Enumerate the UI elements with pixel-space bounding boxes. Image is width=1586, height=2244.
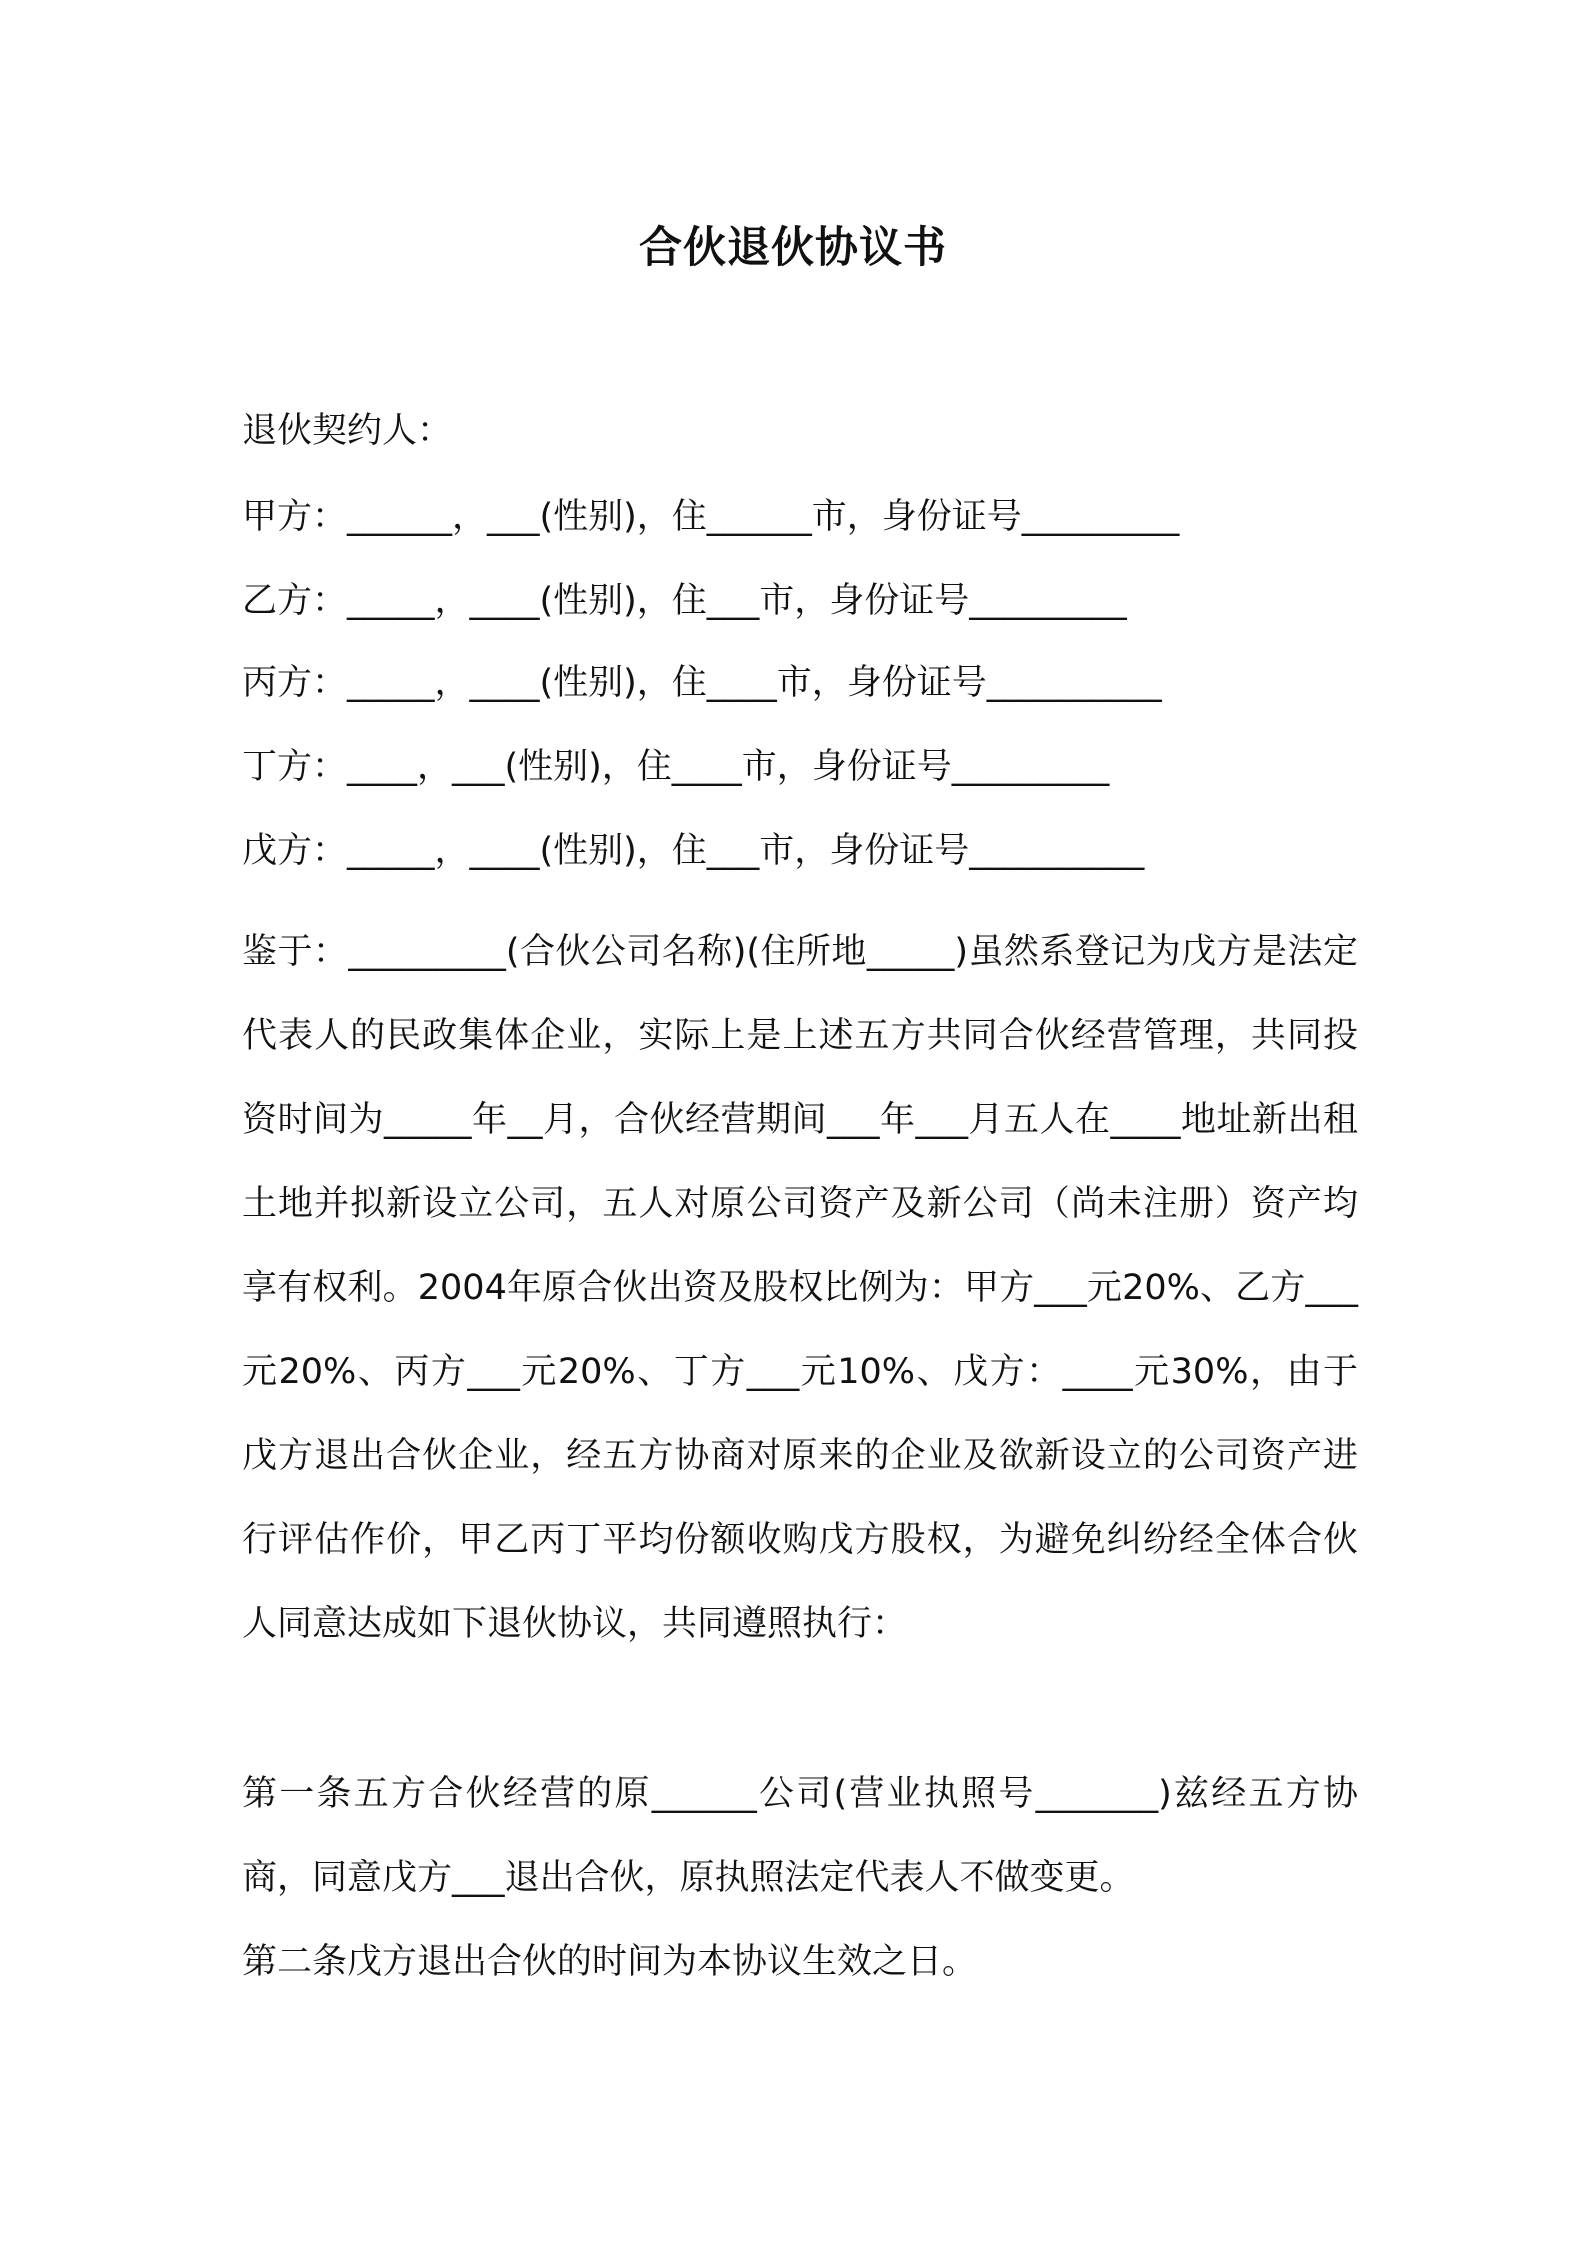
party-line-ding: 丁方：____，___(性别)，住____市，身份证号_________: [242, 747, 1110, 787]
document-title: 合伙退伙协议书: [639, 223, 947, 273]
article-1: 第一条五方合伙经营的原______公司(营业执照号_______)兹经五方协商，同意戊方___退出合伙，原执照法定代表人不做变更。: [242, 1774, 1358, 1898]
intro-label: 退伙契约人：: [242, 411, 453, 451]
party-line-bing: 丙方：_____，____(性别)，住____市，身份证号__________: [242, 663, 1162, 703]
article-2: 第二条戊方退出合伙的时间为本协议生效之日。: [242, 1942, 978, 1982]
party-line-wu: 戊方：_____，____(性别)，住___市，身份证号__________: [242, 831, 1145, 871]
recital-paragraph: 鉴于：_________(合伙公司名称)(住所地_____)虽然系登记为戊方是法定代表人的民政集体企业，实际上是上述五方共同合伙经营管理，共同投资时间为_____年__月，合伙经营期间___年___月五人在____地址新出租土地并拟新设立公司，五人对原公司资产及新公司（尚未注册）资产均享有权利。2004年原合伙出资及股权比例为：甲方___元20%、乙方___元20%、丙方___元20%、丁方___元10%、戊方：____元30%，由于戊方退出合伙企业，经五方协商对原来的企业及欲新设立的公司资产进行评估作价，甲乙丙丁平均份额收购戊方股权，为避免纠纷经全体合伙人同意达成如下退伙协议，共同遵照执行：: [242, 932, 1358, 1644]
party-line-yi: 乙方：_____，____(性别)，住___市，身份证号_________: [242, 581, 1127, 621]
party-line-jia: 甲方：______，___(性别)，住______市，身份证号_________: [242, 497, 1180, 537]
